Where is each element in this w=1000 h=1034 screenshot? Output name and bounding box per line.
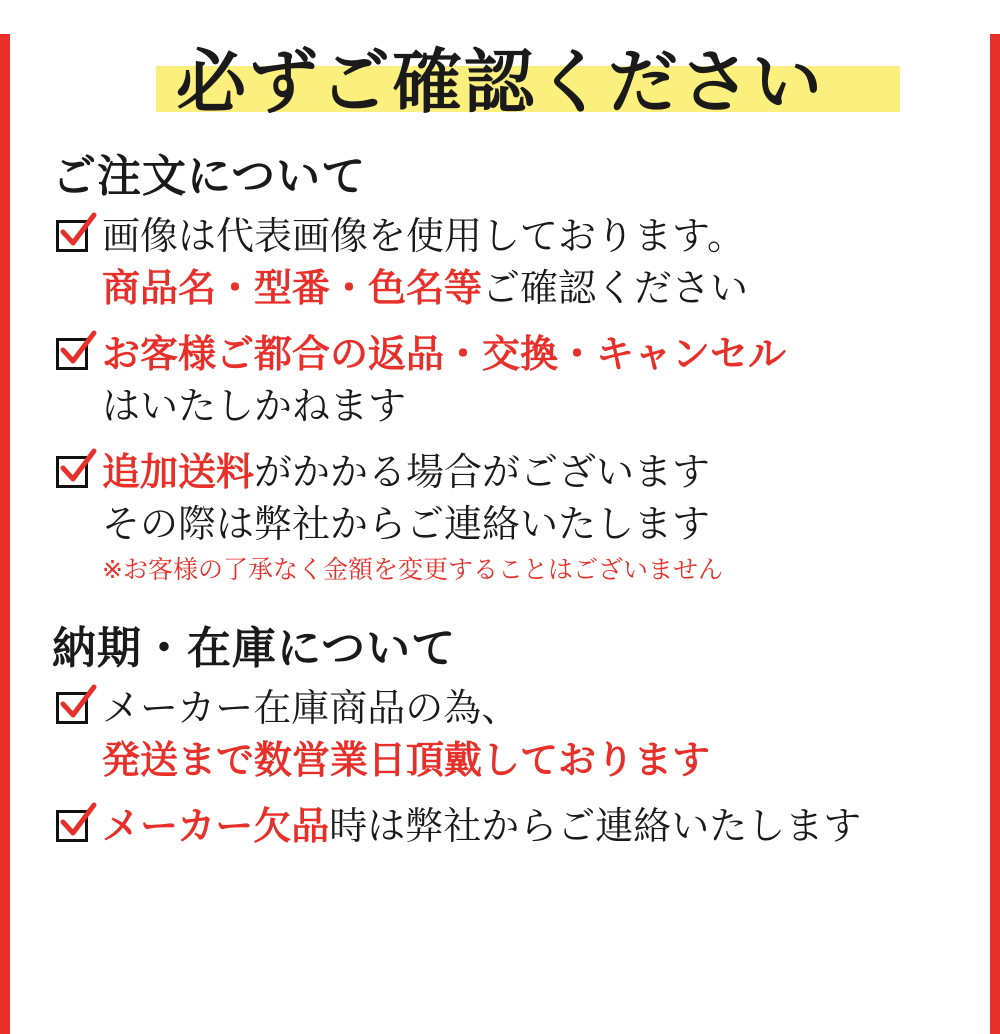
emphasis-text: 商品名・型番・色名等: [102, 266, 483, 310]
page-title-block: [38, 34, 962, 130]
list-item-text: [102, 682, 962, 786]
check-mark-icon: [57, 448, 97, 488]
section-heading-delivery: 納期・在庫について: [52, 623, 457, 674]
list-item-line: [102, 800, 962, 852]
list-item-text: [102, 800, 962, 852]
notice-page: [0, 34, 1000, 1034]
checkbox-checked-icon: [54, 452, 96, 494]
list-item: [54, 210, 962, 314]
checkbox-checked-icon: [54, 806, 96, 848]
check-mark-icon: [57, 684, 97, 724]
list-item-text: [102, 328, 962, 432]
list-item-text: [102, 210, 962, 314]
check-mark-icon: [57, 212, 97, 252]
notice-content: [10, 34, 990, 1034]
list-item: [54, 800, 962, 852]
list-item-line-rest: ご確認ください: [482, 266, 749, 310]
checkbox-checked-icon: [54, 334, 96, 376]
checkbox-checked-icon: [54, 688, 96, 730]
list-item-line: お客様ご都合の返品・交換・キャンセル: [102, 332, 787, 376]
list-item: [54, 328, 962, 432]
check-mark-icon: [57, 802, 97, 842]
section-heading-orders: ご注文について: [52, 151, 367, 202]
list-item-note: ※お客様の了承なく金額を変更することはございません: [102, 555, 723, 584]
list-item-line: 画像は代表画像を使用しております。: [102, 214, 745, 258]
list-item: [54, 682, 962, 786]
list-item-line: メーカー在庫商品の為、: [102, 686, 520, 730]
list-item-line-rest: 時は弊社からご連絡いたします: [329, 804, 862, 848]
list-item-line: その際は弊社からご連絡いたします: [102, 502, 711, 546]
list-item-line: 発送まで数営業日頂戴しております: [102, 738, 711, 782]
list-item: [54, 446, 962, 588]
list-item-line: はいたしかねます: [102, 384, 407, 428]
list-item-line: [102, 262, 962, 314]
emphasis-text: 追加送料: [102, 450, 255, 494]
check-mark-icon: [57, 330, 97, 370]
page-title: 必ずご確認ください: [176, 41, 824, 123]
list-item-line: [102, 446, 962, 498]
emphasis-text: メーカー欠品: [102, 804, 330, 848]
checkbox-checked-icon: [54, 216, 96, 258]
list-item-text: [102, 446, 962, 588]
list-item-line-rest: がかかる場合がございます: [254, 450, 711, 494]
